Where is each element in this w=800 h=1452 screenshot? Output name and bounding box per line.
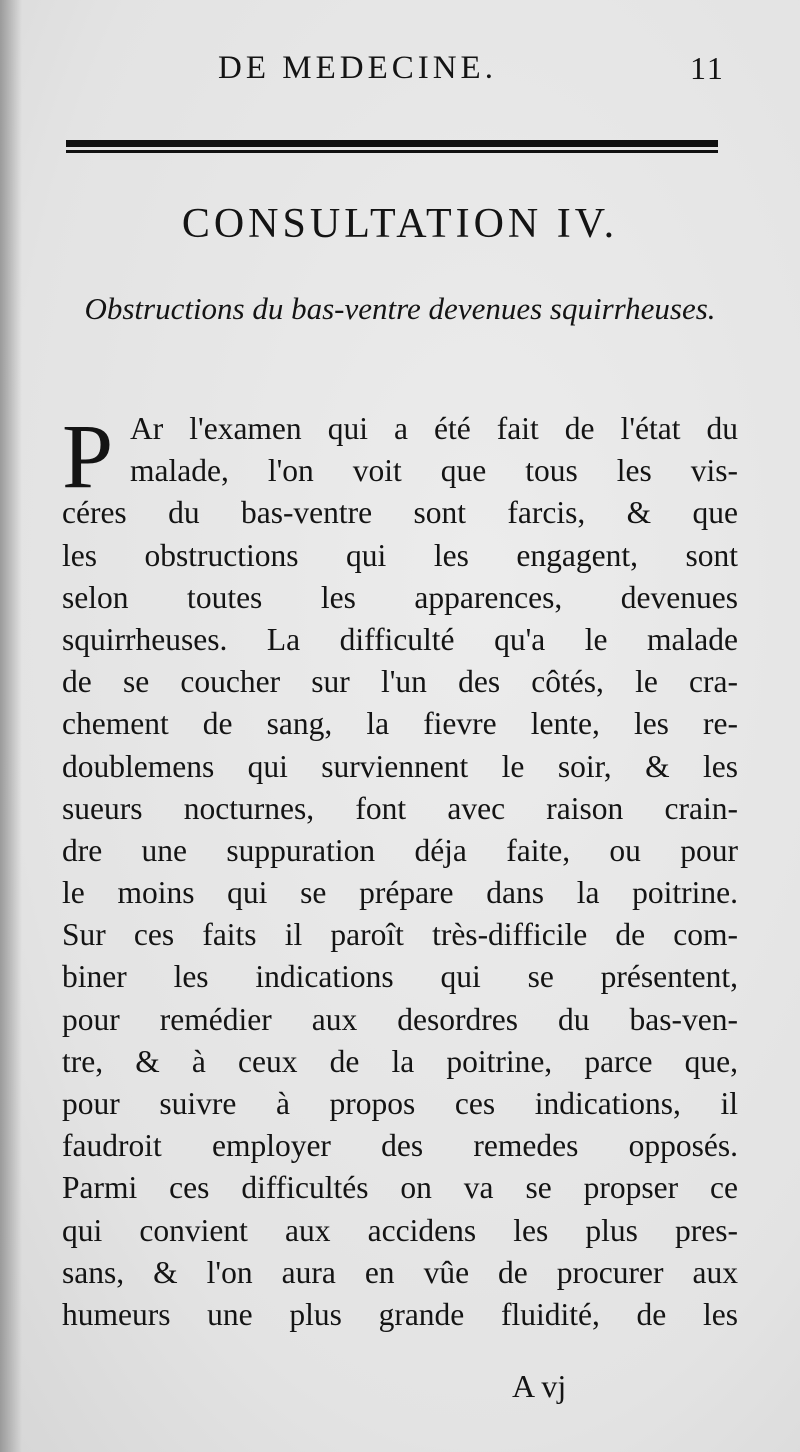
text-line: dre une suppuration déja faite, ou pour xyxy=(62,832,738,868)
text-line: doublemens qui surviennent le soir, & les xyxy=(62,748,738,784)
text-line: le moins qui se prépare dans la poitrine. xyxy=(62,875,738,911)
text-line: Ar l'examen qui a été fait de l'état du xyxy=(130,411,738,446)
text-line: selon toutes les apparences, devenues xyxy=(62,579,738,615)
header-rule xyxy=(66,140,718,153)
running-title: DE MEDECINE. xyxy=(218,50,497,86)
text-line: Sur ces faits il paroît très-difficile de com- xyxy=(62,917,738,953)
text-line: faudroit employer des remedes opposés. xyxy=(62,1128,738,1164)
text-line: biner les indications qui se présentent, xyxy=(62,959,738,995)
text-line: humeurs une plus grande fluidité, de les xyxy=(62,1296,738,1332)
drop-cap: P xyxy=(62,405,114,507)
text-line: squirrheuses. La difficulté qu'a le malade xyxy=(62,621,738,657)
chapter-heading: CONSULTATION IV. xyxy=(181,201,619,247)
text-line: de se coucher sur l'un des côtés, le cra- xyxy=(62,664,738,700)
text-line: pour suivre à propos ces indications, il xyxy=(62,1086,738,1121)
catchword: A vj xyxy=(512,1368,567,1404)
text-line: Parmi ces difficultés on va se propser ce xyxy=(62,1170,738,1206)
text-line: les obstructions qui les engagent, sont xyxy=(62,537,738,573)
text-line: céres du bas-ventre sont farcis, & que xyxy=(62,495,738,531)
text-line: chement de sang, la fievre lente, les re- xyxy=(62,706,738,742)
text-line: qui convient aux accidens les plus pres- xyxy=(62,1212,738,1248)
body-text xyxy=(62,405,738,1336)
text-line: tre, & à ceux de la poitrine, parce que, xyxy=(62,1043,738,1079)
chapter-subtitle: Obstructions du bas-ventre devenues squirrheuses. xyxy=(84,291,716,326)
page-number: 11 xyxy=(690,50,725,86)
text-line: malade, l'on voit que tous les vis- xyxy=(130,453,738,489)
text-line: pour remédier aux desordres du bas-ven- xyxy=(62,1001,738,1037)
text-line: sans, & l'on aura en vûe de procurer aux xyxy=(62,1254,738,1290)
running-head xyxy=(0,50,800,100)
text-line: sueurs nocturnes, font avec raison crain- xyxy=(62,790,738,826)
